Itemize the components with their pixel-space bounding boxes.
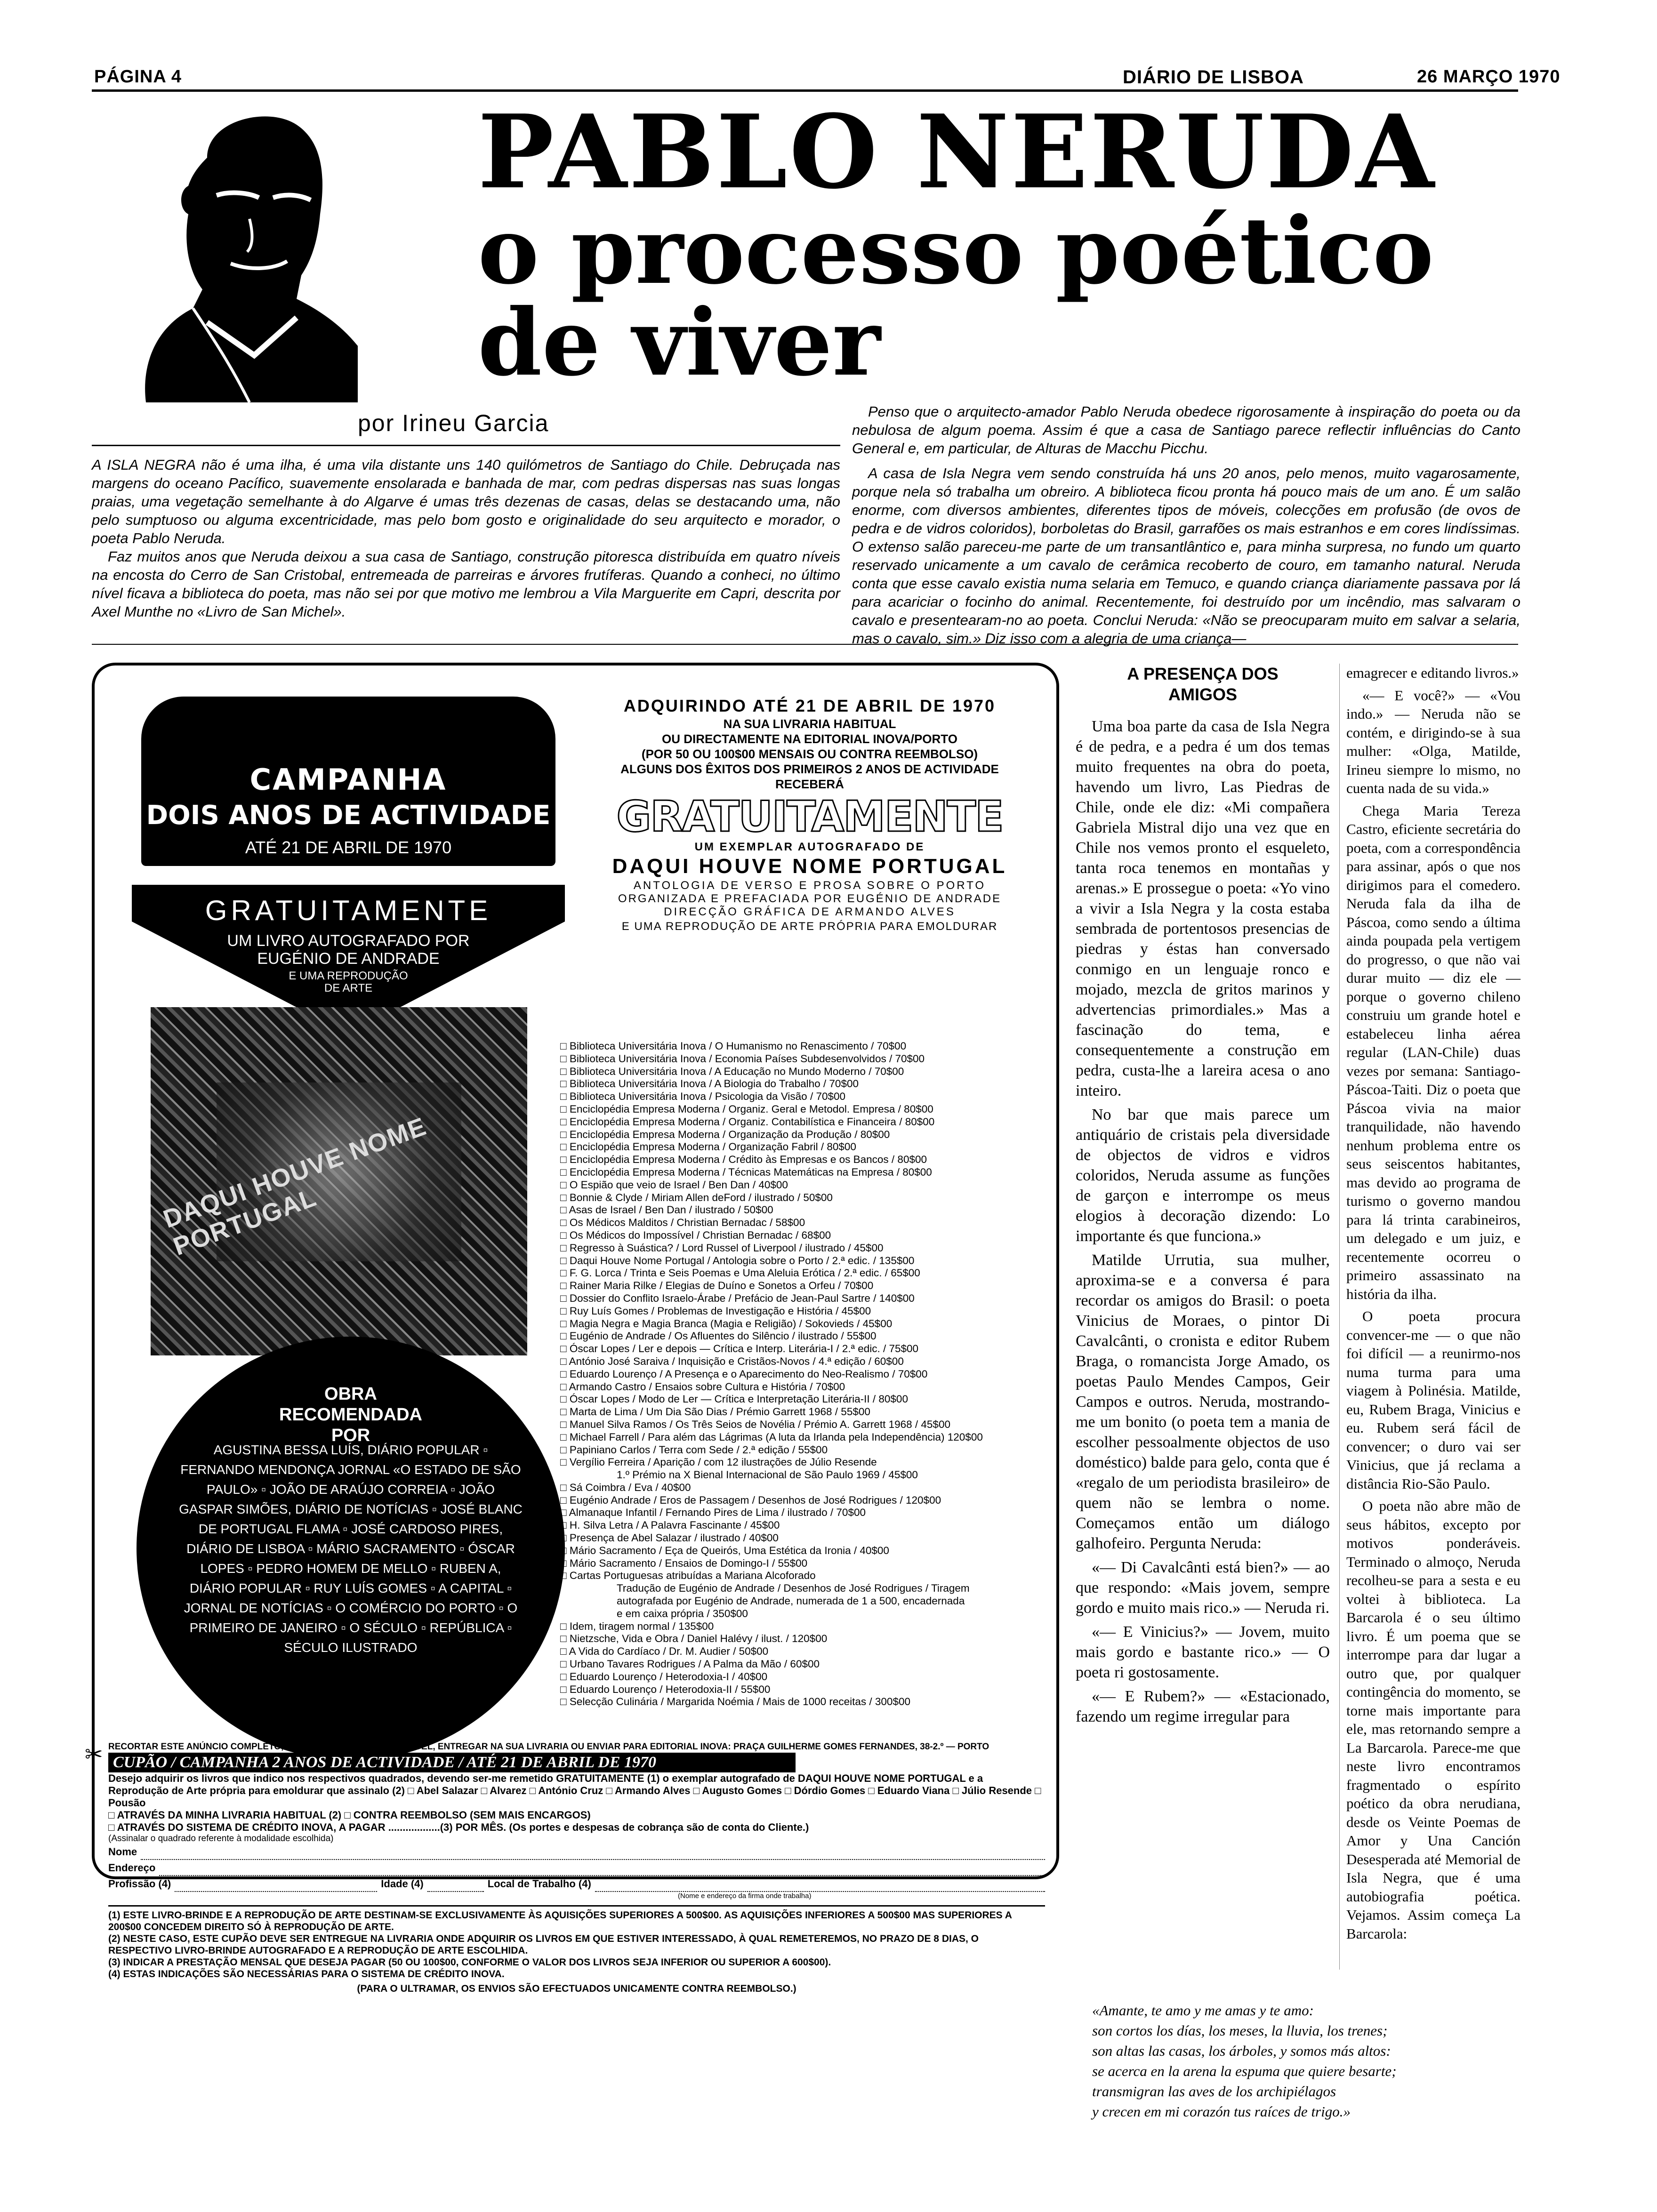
offer-line: (POR 50 OU 100$00 MENSAIS OU CONTRA REEMBOLSO): [641, 747, 978, 761]
coupon-footer: (PARA O ULTRAMAR, OS ENVIOS SÃO EFECTUADOS UNICAMENTE CONTRA REEMBOLSO.): [357, 1983, 796, 1994]
book-list-item[interactable]: □ Papiniano Carlos / Terra com Sede / 2.ª edição / 55$00: [560, 1444, 1050, 1457]
name-field[interactable]: [141, 1844, 1045, 1860]
book-list-item[interactable]: □ Daqui Houve Nome Portugal / Antologia sobre o Porto / 2.ª edic. / 135$00: [560, 1255, 1050, 1267]
intro-right: [852, 402, 1520, 648]
article-paragraph: O poeta não abre mão de seus hábitos, excepto por motivos ponderáveis. Terminado o almoço, Neruda recolheu-se para a sesta e eu voltei à biblioteca. La Barcarola é o seu último livro. É um poema que se interrompe para dar lugar a outro que, por qualquer contingência do momento, se torne mais importante para ele, mas retornando sempre a La Barcarola. Parece-me que neste livro encontramos fragmentado o espírito poético da obra nerudiana, desde os Veinte Poemas de Amor y Una Canción Desesperada até Memorial de Isla Negra, que é uma autobiografia poética. Vejamos. Assim começa La Barcarola:: [1346, 1498, 1520, 1942]
book-list-item[interactable]: □ Biblioteca Universitária Inova / O Humanismo no Renascimento / 70$00: [560, 1040, 1050, 1053]
ribbon-line: DE ARTE: [324, 982, 373, 994]
book-list-item[interactable]: □ Enciclopédia Empresa Moderna / Organiz. Contabilística e Financeira / 80$00: [560, 1116, 1050, 1129]
coupon-cut-instruction: RECORTAR ESTE ANÚNCIO COMPLETO, PREENCHER DE FORMA LEGÍVEL, ENTREGAR NA SUA LIVRARIA OU ENVIAR PARA EDITORIAL INOVA: PRAÇA GUILHERME GOMES FERNANDES, 38-2.º — PORTO: [108, 1742, 989, 1752]
recommended-list: AGUSTINA BESSA LUÍS, DIÁRIO POPULAR ▫ FERNANDO MENDONÇA JORNAL «O ESTADO DE SÃO PAULO» ▫ JOÃO DE ARAÚJO CORREIA ▫ JOÃO GASPAR SIMÕES, DIÁRIO DE NOTÍCIAS ▫ JOSÉ BLANC DE PORTUGAL FLAMA ▫ JOSÉ CARDOSO PIRES, DIÁRIO DE LISBOA ▫ MÁRIO SACRAMENTO ▫ ÓSCAR LOPES ▫ PEDRO HOMEM DE MELLO ▫ RUBEN A, DIÁRIO POPULAR ▫ RUY LUÍS GOMES ▫ A CAPITAL ▫ JORNAL DE NOTÍCIAS ▫ O COMÉRCIO DO PORTO ▫ O PRIMEIRO DE JANEIRO ▫ O SÉCULO ▫ REPÚBLICA ▫ SÉCULO ILUSTRADO: [179, 1443, 523, 1655]
section-heading: A PRESENÇA DOS AMIGOS: [1127, 664, 1279, 704]
column-divider: [1339, 664, 1340, 1970]
book-list-item[interactable]: □ Marta de Lima / Um Dia São Dias / Prémio Garrett 1968 / 55$00: [560, 1406, 1050, 1419]
book-list-item[interactable]: □ Eduardo Lourenço / Heterodoxia-I / 40$00: [560, 1671, 1050, 1683]
book-list-item[interactable]: □ Regresso à Suástica? / Lord Russel of Liverpool / ilustrado / 45$00: [560, 1242, 1050, 1255]
intro-paragraph: Faz muitos anos que Neruda deixou a sua casa de Santiago, construção pitoresca distribuída em quatro níveis na encosta do Cerro de San Cristobal, entremeada de parreiras e árvores frutíferas. Quando a conheci, no último nível ficava a biblioteca do poeta, mas não sei por que motivo me lembrou a Vila Marguerite em Capri, descrita por Axel Munthe no «Livro de San Michel».: [92, 548, 840, 620]
coupon-footnote: (2) NESTE CASO, ESTE CUPÃO DEVE SER ENTREGUE NA LIVRARIA ONDE ADQUIRIR OS LIVROS EM QUE ESTIVER INTERESSADO, À QUAL REMETEREMOS, NO PRAZO DE 8 DIAS, O RESPECTIVO LIVRO-BRINDE AUTOGRAFADO E A REPRODUÇÃO DE ARTE ESCOLHIDA.: [108, 1933, 979, 1956]
book-list-item[interactable]: □ Magia Negra e Magia Branca (Magia e Religião) / Sokovieds / 45$00: [560, 1318, 1050, 1330]
poem-line: y crecen em mi corazón tus raíces de trigo.»: [1092, 2103, 1351, 2120]
book-list-item[interactable]: □ Eduardo Lourenço / A Presença e o Aparecimento do Neo-Realismo / 70$00: [560, 1368, 1050, 1381]
free-subtitle: UM EXEMPLAR AUTOGRAFADO DE: [694, 841, 925, 853]
coupon-option[interactable]: □ ATRAVÉS DA MINHA LIVRARIA HABITUAL (2) □ CONTRA REEMBOLSO (SEM MAIS ENCARGOS): [108, 1809, 591, 1821]
headline-subtitle-2: de viver: [478, 289, 881, 396]
article-paragraph: Chega Maria Tereza Castro, eficiente secretária do poeta, com a correspondência para assinar, após o que nos dirigimos para el comedero. Neruda fala da ilha de Páscoa, como sendo a última ainda poupada pela vertigem do progresso, o que não vai durar muito — diz ele — porque o governo chileno construiu um grande hotel e estabeleceu linha aérea regular (LAN-Chile) duas vezes por semana: Santiago-Páscoa-Taiti. Diz o poeta que Páscoa vivia na maior tranquilidade, não havendo nenhum problema entre os seus seiscentos habitantes, mas devido ao programa de turismo o governo mandou para lá trinta carabineiros, um delegado e um juiz, e recentemente ocorreu o primeiro assassinato na história da ilha.: [1346, 802, 1520, 1302]
book-subtitle: ORGANIZADA E PREFACIADA POR EUGÉNIO DE ANDRADE: [618, 892, 1002, 905]
book-list-item[interactable]: □ Selecção Culinária / Margarida Noémia / Mais de 1000 receitas / 300$00: [560, 1696, 1050, 1708]
workplace-field[interactable]: [595, 1876, 1045, 1892]
article-paragraph: «— E Vinicius?» — Jovem, muito mais gordo e bastante rico.» — O poeta ri gostosamente.: [1076, 1623, 1330, 1681]
coupon-body: Desejo adquirir os livros que indico nos respectivos quadrados, devendo ser-me remetido GRATUITAMENTE (1) o exemplar autografado de DAQUI HOUVE NOME PORTUGAL e a Reprodução de Arte própria para emoldurar que assinalo (2) □ Abel Salazar □ Alvarez □ António Cruz □ Armando Alves □ Augusto Gomes □ Dórdio Gomes □ Eduardo Viana □ Júlio Resende □ Pousão: [108, 1772, 1041, 1809]
book-subtitle: E UMA REPRODUÇÃO DE ARTE PRÓPRIA PARA EMOLDURAR: [621, 920, 998, 933]
ribbon-line: E UMA REPRODUÇÃO: [289, 970, 408, 982]
byline: por Irineu Garcia: [358, 410, 549, 436]
book-list-item[interactable]: □ Asas de Israel / Ben Dan / ilustrado / 50$00: [560, 1204, 1050, 1217]
book-list-item[interactable]: □ F. G. Lorca / Trinta e Seis Poemas e Uma Aleluia Erótica / 2.ª edic. / 65$00: [560, 1267, 1050, 1280]
offer-line: ALGUNS DOS ÊXITOS DOS PRIMEIROS 2 ANOS DE ACTIVIDADE: [620, 762, 999, 776]
campaign-subtitle: DOIS ANOS DE ACTIVIDADE: [146, 800, 551, 831]
coupon: [108, 1741, 1045, 1995]
book-list-item[interactable]: □ Enciclopédia Empresa Moderna / Organiz. Geral e Metodol. Empresa / 80$00: [560, 1103, 1050, 1116]
book-list-item[interactable]: □ Armando Castro / Ensaios sobre Cultura e História / 70$00: [560, 1381, 1050, 1394]
section-rule: [92, 644, 1518, 645]
headline-name: PABLO NERUDA: [478, 92, 1436, 211]
intro-paragraph: Penso que o arquitecto-amador Pablo Neruda obedece rigorosamente à inspiração do poeta ou da nebulosa de algum poema. Assim é que a casa de Santiago parece reflectir influências do Canto General e, em particular, de Alturas de Macchu Picchu.: [852, 403, 1520, 457]
article-paragraph: O poeta procura convencer-me — o que não foi difícil — a reunirmo-nos numa turma para uma viagem à Polinésia. Matilde, eu, Rubem Braga, Vinicius e eu. Rubem será fácil de convencer; o duro vai ser Vinicius, que já reclama a distância Rio-São Paulo.: [1346, 1308, 1520, 1492]
book-list-item[interactable]: □ Biblioteca Universitária Inova / Psicologia da Visão / 70$00: [560, 1090, 1050, 1103]
coupon-footnote: (1) ESTE LIVRO-BRINDE E A REPRODUÇÃO DE ARTE DESTINAM-SE EXCLUSIVAMENTE ÀS AQUISIÇÕES SUPERIORES A 500$00. AS AQUISIÇÕES INFERIORES A 500$00 MAS SUPERIORES A 200$00 CONCEDEM DIREITO SÓ À REPRODUÇÃO DE ARTE.: [108, 1910, 1012, 1932]
poem-line: son cortos los días, los meses, la lluvia, los trenes;: [1092, 2022, 1388, 2039]
book-list-item[interactable]: □ Michael Farrell / Para além das Lágrimas (A luta da Irlanda pela Independência) 120$00: [560, 1431, 1050, 1444]
book-subtitle: DIRECÇÃO GRÁFICA DE ARMANDO ALVES: [664, 906, 956, 918]
coupon-notes: [108, 1905, 1045, 1995]
book-list-item[interactable]: Tradução de Eugénio de Andrade / Desenhos de José Rodrigues / Tiragem: [617, 1582, 970, 1595]
book-list-item[interactable]: □ Biblioteca Universitária Inova / A Biologia do Trabalho / 70$00: [560, 1078, 1050, 1090]
article-column-4: [1346, 664, 1520, 1947]
book-list-item[interactable]: □ Os Médicos Malditos / Christian Bernadac / 58$00: [560, 1217, 1050, 1229]
book-list-item[interactable]: □ A Vida do Cardíaco / Dr. M. Audier / 50$00: [560, 1645, 1050, 1658]
coupon-option[interactable]: □ ATRAVÉS DO SISTEMA DE CRÉDITO INOVA, A PAGAR ..................(3) POR MÊS. (Os portes e despesas de cobrança são de conta do Cliente.): [108, 1821, 809, 1833]
coupon-field-note: (Nome e endereço da firma onde trabalha): [678, 1892, 812, 1900]
campaign-title: CAMPANHA: [249, 762, 447, 797]
book-title: DAQUI HOUVE NOME PORTUGAL: [612, 855, 1007, 878]
offer-line: ADQUIRINDO ATÉ 21 DE ABRIL DE 1970: [623, 696, 996, 715]
book-list-item[interactable]: □ Sá Coimbra / Eva / 40$00: [560, 1482, 1050, 1494]
book-list-item[interactable]: □ Idem, tiragem normal / 135$00: [560, 1620, 1050, 1633]
book-subtitle: ANTOLOGIA DE VERSO E PROSA SOBRE O PORTO: [633, 879, 986, 892]
issue-date: 26 MARÇO 1970: [1417, 67, 1560, 87]
book-list-item[interactable]: □ Mário Sacramento / Ensaios de Domingo-I / 55$00: [560, 1557, 1050, 1570]
article-paragraph: «— E Rubem?» — «Estacionado, fazendo um regime irregular para: [1076, 1688, 1330, 1725]
poem-line: transmigran las aves de los archipiélagos: [1092, 2083, 1336, 2100]
book-list-item[interactable]: □ Enciclopédia Empresa Moderna / Crédito às Empresas e os Bancos / 80$00: [560, 1154, 1050, 1166]
book-list-item[interactable]: □ Biblioteca Universitária Inova / A Educação no Mundo Moderno / 70$00: [560, 1066, 1050, 1078]
book-list-item[interactable]: 1.º Prémio na X Bienal Internacional de São Paulo 1969 / 45$00: [617, 1469, 918, 1481]
book-list-item[interactable]: □ Almanaque Infantil / Fernando Pires de Lima / ilustrado / 70$00: [560, 1507, 1050, 1519]
book-list-item[interactable]: □ Vergílio Ferreira / Aparição / com 12 ilustrações de Júlio Resende: [560, 1456, 1050, 1469]
offer-line: RECEBERÁ: [775, 777, 844, 791]
poem-line: son altas las casas, los árboles, y somos más altos:: [1092, 2043, 1391, 2059]
scissors-icon: ✂: [85, 1742, 103, 1766]
neruda-portrait: [137, 101, 372, 402]
coupon-note: (Assinalar o quadrado referente à modalidade escolhida): [108, 1834, 334, 1843]
book-list-item[interactable]: □ Urbano Tavares Rodrigues / A Palma da Mão / 60$00: [560, 1658, 1050, 1671]
coupon-title: CUPÃO / CAMPANHA 2 ANOS DE ACTIVIDADE / ATÉ 21 DE ABRIL DE 1970: [108, 1753, 796, 1772]
book-list-item[interactable]: □ Cartas Portuguesas atribuídas a Mariana Alcoforado: [560, 1570, 1050, 1582]
intro-paragraph: A ISLA NEGRA não é uma ilha, é uma vila distante uns 140 quilómetros de Santiago do Chile. Debruçada nas margens do oceano Pacífico, suavemente ensolarada e banhada de mar, com pedras dispersas nas suas longas praias, uma vegetação semelhante à do Algarve é umas três dezenas de casas, delas se destacando uma, não pelo sumptuoso ou alguma excentricidade, mas pelo bom gosto e originalidade do seu arquitecto e morador, o poeta Pablo Neruda.: [92, 457, 840, 546]
age-field[interactable]: [427, 1876, 484, 1892]
headline-subtitle: o processo poético: [478, 197, 1434, 305]
coupon-field-label: Endereço: [108, 1862, 156, 1874]
coupon-field-label: Profissão (4): [108, 1878, 171, 1890]
book-list-item[interactable]: autografada por Eugénio de Andrade, numerada de 1 a 500, encadernada: [617, 1595, 965, 1607]
book-list-item[interactable]: □ Presença de Abel Salazar / ilustrado / 40$00: [560, 1532, 1050, 1545]
coupon-footnote: (3) INDICAR A PRESTAÇÃO MENSAL QUE DESEJA PAGAR (50 OU 100$00, CONFORME O VALOR DOS LIVROS SEJA INFERIOR OU SUPERIOR A 600$00).: [108, 1957, 831, 1968]
gratuitamente-word: GRATUITAMENTE: [616, 792, 1003, 842]
page-number: PÁGINA 4: [94, 67, 182, 87]
offer-line: NA SUA LIVRARIA HABITUAL: [723, 717, 896, 731]
ribbon-line: EUGÉNIO DE ANDRADE: [257, 950, 440, 968]
ribbon-title: GRATUITAMENTE: [205, 895, 492, 926]
poem-excerpt: [1092, 2000, 1516, 2122]
book-list-item[interactable]: □ António José Saraiva / Inquisição e Cristãos-Novos / 4.ª edição / 60$00: [560, 1355, 1050, 1368]
byline-rule: [92, 445, 840, 446]
book-list-item[interactable]: □ Eduardo Lourenço / Heterodoxia-II / 55$00: [560, 1683, 1050, 1696]
article-paragraph: Matilde Urrutia, sua mulher, aproxima-se e a conversa é para recordar os amigos do Brasil: o poeta Vinicius de Moraes, o pintor Di Cavalcânti, o cronista e editor Rubem Braga, o romancista Jorge Amado, os poetas Paulo Mendes Campos, Geir Campos e outros. Neruda, mostrando-me um bonito (o poeta tem a mania de escolher pessoalmente objectos de uso doméstico) balde para gelo, conta que é «regalo de um periodista brasileiro» de quem não se lembra o nome. Começamos então um diálogo galhofeiro. Pergunta Neruda:: [1076, 1251, 1330, 1552]
book-list-item[interactable]: □ Mário Sacramento / Eça de Queirós, Uma Estética da Ironia / 40$00: [560, 1545, 1050, 1557]
article-column-3: [1076, 664, 1330, 1731]
book-list-item[interactable]: □ Óscar Lopes / Ler e depois — Crítica e Interp. Literária-I / 2.ª edic. / 75$00: [560, 1343, 1050, 1355]
book-list-item[interactable]: □ Biblioteca Universitária Inova / Economia Países Subdesenvolvidos / 70$00: [560, 1053, 1050, 1066]
campaign-date: ATÉ 21 DE ABRIL DE 1970: [245, 838, 452, 857]
offer-line: OU DIRECTAMENTE NA EDITORIAL INOVA/PORTO: [662, 732, 957, 746]
offer-block: [574, 696, 1045, 935]
book-list-item[interactable]: □ O Espião que veio de Israel / Ben Dan / 40$00: [560, 1179, 1050, 1192]
book-list-item[interactable]: □ Ruy Luís Gomes / Problemas de Investigação e História / 45$00: [560, 1305, 1050, 1318]
coupon-field-label: Idade (4): [381, 1878, 424, 1890]
book-list-item[interactable]: □ Óscar Lopes / Modo de Ler — Crítica e Interpretação Literária-II / 80$00: [560, 1393, 1050, 1406]
book-list-item[interactable]: □ Dossier do Conflito Israelo-Árabe / Prefácio de Jean-Paul Sartre / 140$00: [560, 1292, 1050, 1305]
masthead-rule: [92, 89, 1518, 92]
article-paragraph: Uma boa parte da casa de Isla Negra é de pedra, e a pedra é um dos temas muito frequentes na obra do poeta, havendo um livro, Las Piedras de Chile, onde ele diz: «Mi compañera Gabriela Mistral dijo una vez que en Chile nos vemos pronto el esqueleto, tanta roca tenemos en montañas y arenas.» E prossegue o poeta: «Yo vino a vivir a Isla Negra y la costa estaba sembrada de portentosos presencias de piedras y éstas han conversado conmigo en un lenguaje ronco e mojado, mezcla de gritos marinos y advertencias primordiales.» Mas a fascinação do tema, e consequentemente a construção em pedra, custa-lhe a lareira acesa o ano inteiro.: [1076, 718, 1330, 1099]
newspaper-name: DIÁRIO DE LISBOA: [1123, 67, 1304, 88]
book-list-item[interactable]: e em caixa própria / 350$00: [617, 1607, 748, 1619]
ribbon-line: UM LIVRO AUTOGRAFADO POR: [227, 932, 470, 950]
book-list-item[interactable]: □ Bonnie & Clyde / Miriam Allen deFord / ilustrado / 50$00: [560, 1192, 1050, 1204]
book-list: [560, 1040, 1050, 1708]
article-paragraph: «— Di Cavalcânti está bien?» — ao que respondo: «Mais jovem, sempre gordo e muito mais rico.» — Neruda ri.: [1076, 1559, 1330, 1617]
ad-graphic: [141, 697, 555, 1379]
profession-field[interactable]: [175, 1876, 377, 1892]
book-list-item[interactable]: □ Rainer Maria Rilke / Elegias de Duíno e Sonetos a Orfeu / 70$00: [560, 1280, 1050, 1292]
article-paragraph: emagrecer e editando livros.»: [1346, 665, 1519, 681]
book-list-item[interactable]: □ Enciclopédia Empresa Moderna / Organização Fabril / 80$00: [560, 1141, 1050, 1154]
book-list-item[interactable]: □ Manuel Silva Ramos / Os Três Seios de Novélia / Prémio A. Garrett 1968 / 45$00: [560, 1419, 1050, 1431]
poem-line: «Amante, te amo y me amas y te amo:: [1092, 2002, 1314, 2019]
intro-paragraph: A casa de Isla Negra vem sendo construída há uns 20 anos, pelo menos, muito vagarosamente, porque nela só trabalha um obreiro. A biblioteca ficou pronta há pouco mais de um ano. É um salão enorme, com diversos ambientes, diferentes tipos de móveis, colecções em profusão (de ovos de pedra e de vidros coloridos), borboletas do Brasil, garrafões os mais estranhos e em cores lindíssimas. O extenso salão pareceu-me parte de um transantlântico e, para minha surpresa, no fundo um quarto reservado unicamente a um cavalo de cerâmica recoberto de couro, em tamanho natural. Neruda conta que esse cavalo existia numa selaria em Temuco, e quando criança diariamente passava por lá para acariciar o focinho do animal. Recentemente, foi destruído por um incêndio, mas salvaram o cavalo e presentearam-no ao poeta. Conclui Neruda: «Não se preocuparam muito em salvar a selaria, mas o cavalo, sim.» Diz isso com a alegria de uma criança—: [852, 465, 1520, 647]
book-list-item[interactable]: □ Nietzsche, Vida e Obra / Daniel Halévy / ilust. / 120$00: [560, 1633, 1050, 1645]
coupon-field-label: Local de Trabalho (4): [487, 1878, 591, 1890]
book-list-item[interactable]: □ Eugénio de Andrade / Os Afluentes do Silêncio / ilustrado / 55$00: [560, 1330, 1050, 1343]
coupon-field-label: Nome: [108, 1846, 137, 1858]
address-field[interactable]: [159, 1860, 1045, 1876]
article-paragraph: «— E você?» — «Vou indo.» — Neruda não se contém, e dirigindo-se à sua mulher: «Olga, Matilde, Irineu siempre lo mismo, no cuenta nada de su vida.»: [1346, 687, 1520, 796]
book-list-item[interactable]: □ Enciclopédia Empresa Moderna / Técnicas Matemáticas na Empresa / 80$00: [560, 1166, 1050, 1179]
book-list-item[interactable]: □ Os Médicos do Impossível / Christian Bernadac / 68$00: [560, 1229, 1050, 1242]
article-paragraph: No bar que mais parece um antiquário de cristais pela diversidade de objectos de vidros e vidros coloridos, Neruda assume as funções de garçon e interrompe os meus elogios à decoração dizendo: Lo importante és que funciona.»: [1076, 1106, 1330, 1245]
book-spine-title: DAQUI HOUVE NOME PORTUGAL: [160, 1112, 431, 1261]
intro-left: [92, 456, 840, 621]
book-list-item[interactable]: □ Eugénio Andrade / Eros de Passagem / Desenhos de José Rodrigues / 120$00: [560, 1494, 1050, 1507]
recommended-title: OBRA RECOMENDADA POR: [279, 1384, 422, 1445]
coupon-footnote: (4) ESTAS INDICAÇÕES SÃO NECESSÁRIAS PARA O SISTEMA DE CRÉDITO INOVA.: [108, 1969, 505, 1980]
book-list-item[interactable]: □ H. Silva Letra / A Palavra Fascinante / 45$00: [560, 1519, 1050, 1532]
book-list-item[interactable]: □ Enciclopédia Empresa Moderna / Organização da Produção / 80$00: [560, 1129, 1050, 1141]
poem-line: se acerca en la arena la espuma que quiere besarte;: [1092, 2063, 1397, 2079]
